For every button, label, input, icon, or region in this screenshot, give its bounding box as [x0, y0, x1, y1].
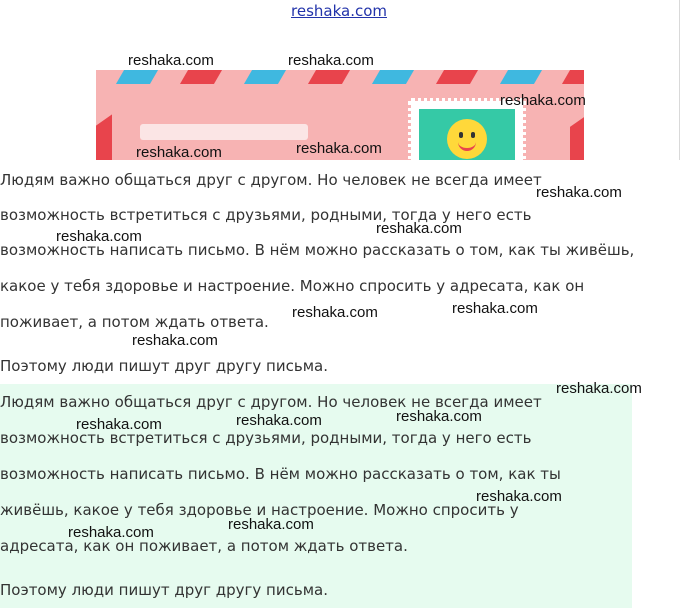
smiley-mouth	[458, 139, 476, 151]
watermark: reshaka.com	[556, 380, 642, 397]
highlight-line: Поэтому люди пишут друг другу письма.	[0, 581, 328, 599]
stamp-face	[419, 109, 515, 160]
site-link[interactable]: reshaka.com	[291, 2, 387, 20]
smiley-eye	[459, 132, 463, 138]
text-line: возможность встретиться с друзьями, родными, тогда у него есть	[0, 206, 532, 224]
highlight-line: возможность встретиться с друзьями, родными, тогда у него есть	[0, 429, 532, 447]
envelope-stripe	[436, 70, 478, 84]
text-line: Людям важно общаться друг с другом. Но человек не всегда имеет	[0, 171, 542, 189]
highlight-line: Людям важно общаться друг с другом. Но человек не всегда имеет	[0, 393, 542, 411]
watermark: reshaka.com	[536, 184, 622, 201]
text-line: возможность написать письмо. В нём можно рассказать о том, как ты живёшь,	[0, 241, 635, 259]
address-line	[140, 124, 308, 140]
text-line: Поэтому люди пишут друг другу письма.	[0, 357, 328, 375]
smiley-eye	[471, 132, 475, 138]
highlight-line: адресата, как он поживает, а потом ждать ответа.	[0, 537, 408, 555]
watermark: reshaka.com	[68, 524, 154, 541]
envelope-stripe	[500, 70, 542, 84]
envelope-corner	[96, 114, 112, 160]
watermark: reshaka.com	[76, 416, 162, 433]
watermark: reshaka.com	[132, 332, 218, 349]
watermark: reshaka.com	[296, 140, 382, 157]
watermark: reshaka.com	[288, 52, 374, 69]
envelope-stripe	[308, 70, 350, 84]
envelope-stripe	[116, 70, 158, 84]
envelope-stripe	[562, 70, 584, 84]
highlight-line: возможность написать письмо. В нём можно рассказать о том, как ты	[0, 465, 561, 483]
watermark: reshaka.com	[476, 488, 562, 505]
watermark: reshaka.com	[228, 516, 314, 533]
highlight-line: живёшь, какое у тебя здоровье и настроение. Можно спросить у	[0, 501, 519, 519]
watermark: reshaka.com	[452, 300, 538, 317]
watermark: reshaka.com	[128, 52, 214, 69]
envelope-stripe	[180, 70, 222, 84]
watermark: reshaka.com	[56, 228, 142, 245]
text-line: какое у тебя здоровье и настроение. Можно спросить у адресата, как он	[0, 277, 585, 295]
envelope-corner	[570, 117, 584, 160]
text-line: поживает, а потом ждать ответа.	[0, 313, 269, 331]
watermark: reshaka.com	[136, 144, 222, 161]
watermark: reshaka.com	[500, 92, 586, 109]
watermark: reshaka.com	[376, 220, 462, 237]
smiley-icon	[447, 119, 487, 159]
envelope-stripe	[372, 70, 414, 84]
watermark: reshaka.com	[292, 304, 378, 321]
envelope-stripe	[244, 70, 286, 84]
watermark: reshaka.com	[396, 408, 482, 425]
watermark: reshaka.com	[236, 412, 322, 429]
